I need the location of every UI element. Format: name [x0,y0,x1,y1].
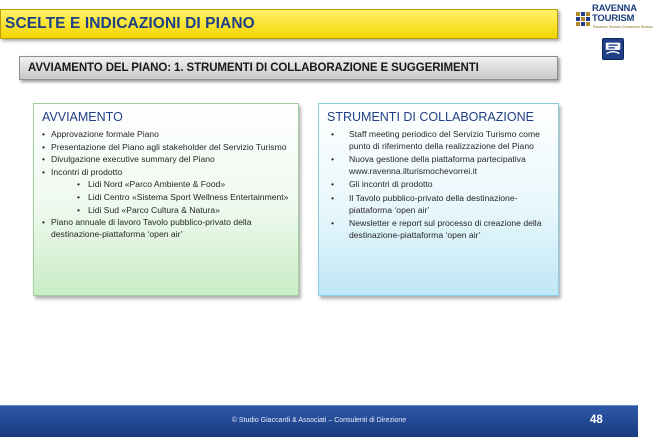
list-item: • Il Tavolo pubblico-privato della destinazione-piattaforma ‘open air’ [327,193,550,216]
list-item: • Approvazione formale Piano [42,129,290,141]
logo-tagline: Ravenna Tourism Convention Bureau [593,25,653,29]
list-item: • Gli incontri di prodotto [327,179,550,191]
avviamento-panel [33,103,299,296]
list-subitem: • Lidi Sud «Parco Cultura & Natura» [42,205,290,217]
logo-text-line2: TOURISM [592,13,635,24]
footer-bar [0,405,638,437]
list-item: • Staff meeting periodico del Servizio Turismo come punto di riferimento della realizzazione del Piano [327,129,550,152]
list-item: • Incontri di prodotto [42,167,290,179]
ravenna-tourism-logo-icon [576,12,590,26]
list-item: • Nuova gestione della piattaforma partecipativa www.ravenna.ilturismochevorrei.it [327,154,550,177]
convention-bureau-badge-icon [602,38,624,60]
list-subitem: • Lidi Nord «Parco Ambiente & Food» [42,179,290,191]
strumenti-panel-title: STRUMENTI DI COLLABORAZIONE [327,110,534,124]
logo [568,3,653,66]
logo-text-line1: RAVENNA [592,3,637,14]
avviamento-list [42,129,290,240]
list-item: • Newsletter e report sul processo di creazione della destinazione-piattaforma ‘open air’ [327,218,550,241]
title-bar [0,9,558,39]
subtitle-bar [19,56,558,80]
page-number: 48 [590,414,603,426]
list-item: • Piano annuale di lavoro Tavolo pubblico-privato della destinazione-piattaforma ‘open air’ [42,217,290,240]
footer-copyright: © Studio Giaccardi & Associati – Consulenti di Direzione [231,417,407,424]
page-title: SCELTE E INDICAZIONI DI PIANO [5,15,255,32]
list-item: • Divulgazione executive summary del Piano [42,154,290,166]
section-subtitle: AVVIAMENTO DEL PIANO: 1. STRUMENTI DI COLLABORAZIONE E SUGGERIMENTI [28,62,479,74]
list-subitem: • Lidi Centro «Sistema Sport Wellness Entertainment» [42,192,290,204]
strumenti-list [327,129,550,241]
list-item: • Presentazione del Piano agli stakeholder del Servizio Turismo [42,142,290,154]
avviamento-panel-title: AVVIAMENTO [42,110,123,124]
strumenti-panel [318,103,559,296]
